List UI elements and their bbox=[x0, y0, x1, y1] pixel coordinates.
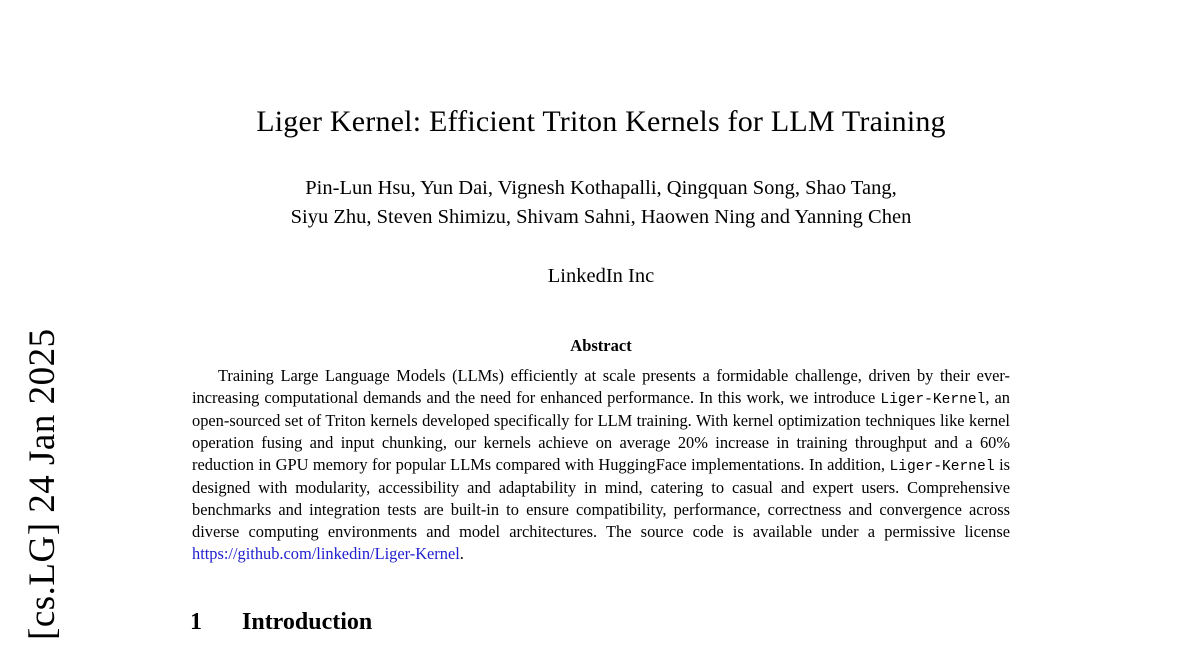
affiliation: LinkedIn Inc bbox=[547, 265, 655, 288]
abstract-code-liger-kernel-2: Liger-Kernel bbox=[889, 459, 995, 476]
author-line-1: Pin-Lun Hsu, Yun Dai, Vignesh Kothapalli, Qingquan Song, Shao Tang, bbox=[305, 177, 897, 199]
author-line-2: Siyu Zhu, Steven Shimizu, Shivam Sahni, Haowen Ning and Yanning Chen bbox=[290, 206, 912, 229]
page-title: Liger Kernel: Efficient Triton Kernels for LLM Training bbox=[256, 105, 946, 138]
abstract-heading: Abstract bbox=[570, 336, 632, 356]
arxiv-identifier-stamp bbox=[0, 0, 84, 648]
abstract-text-part-3: is designed with modularity, accessibility and adaptability in mind, catering to casual and expert users. Comprehensive benchmarks and integration tests are built-in to ensure compatibility, performance, correctness and convergence across diverse computing environments and model architectures. The source code is available under a permissive license bbox=[192, 455, 1011, 542]
section-title: Introduction bbox=[242, 608, 373, 635]
section-heading-introduction bbox=[190, 565, 1012, 636]
author-list bbox=[190, 140, 1012, 232]
abstract-code-liger-kernel-1: Liger-Kernel bbox=[880, 392, 986, 409]
abstract-text-part-1: Training Large Language Models (LLMs) efficiently at scale presents a formidable challenge, driven by their ever-increasing computational demands and the need for enhanced performance. In this work, we introduce bbox=[192, 366, 1010, 408]
paper-page bbox=[190, 0, 1012, 648]
section-number: 1 bbox=[190, 608, 202, 635]
arxiv-stamp-text: [cs.LG] 24 Jan 2025 bbox=[21, 328, 63, 640]
abstract-text-part-4: . bbox=[459, 543, 464, 563]
abstract-body bbox=[190, 356, 1012, 565]
abstract-text-part-2: , an open-sourced set of Triton kernels developed specifically for LLM training. With kernel optimization techniques like kernel operation fusing and input chunking, our kernels achieve on average 20% increase in training throughput and a 60% reduction in GPU memory for popular LLMs compared with HuggingFace implementations. In addition, bbox=[192, 388, 1010, 475]
repository-link[interactable]: https://github.com/linkedin/Liger-Kernel bbox=[192, 543, 460, 563]
